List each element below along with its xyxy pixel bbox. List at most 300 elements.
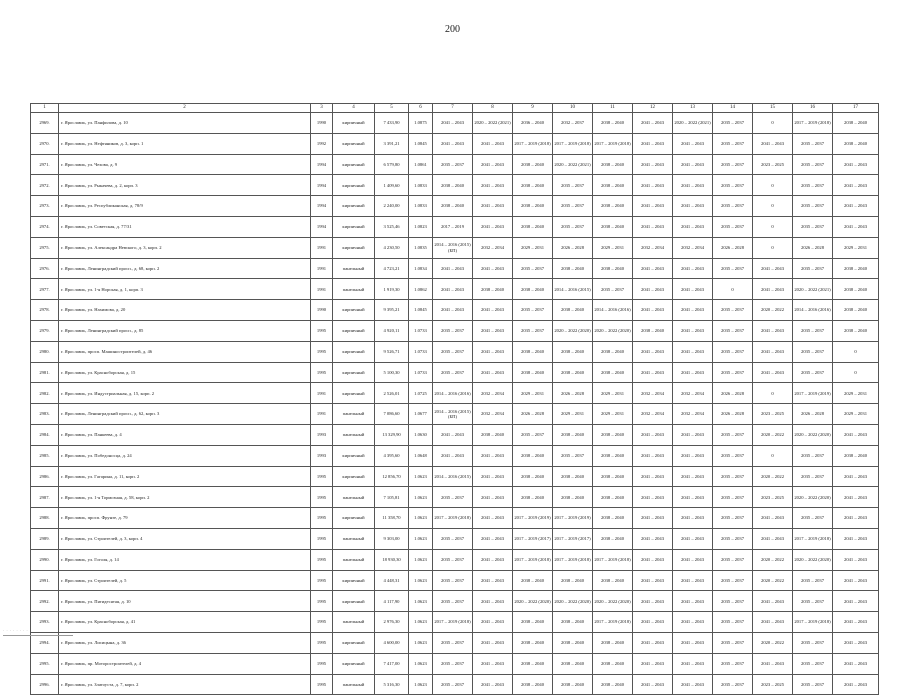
table-cell: 2026 – 2028 bbox=[553, 383, 593, 404]
table-cell: 2041 – 2043 bbox=[473, 528, 513, 549]
table-cell: 1991 bbox=[311, 279, 333, 300]
table-cell: 1995 bbox=[311, 549, 333, 570]
table-cell: 2038 – 2040 bbox=[553, 341, 593, 362]
table-cell: 2041 – 2043 bbox=[673, 528, 713, 549]
table-cell: 2029 – 2031 bbox=[513, 383, 553, 404]
table-cell: кирпичный bbox=[333, 196, 375, 217]
table-cell: 2038 – 2040 bbox=[553, 653, 593, 674]
table-cell: 5 316,30 bbox=[375, 674, 409, 695]
table-cell: 2035 – 2037 bbox=[713, 154, 753, 175]
table-cell: 2035 – 2037 bbox=[553, 175, 593, 196]
page-number: 200 bbox=[445, 24, 460, 35]
table-cell: 2038 – 2040 bbox=[833, 113, 879, 134]
table-cell: 2035 – 2037 bbox=[593, 279, 633, 300]
table-cell: 2984. bbox=[31, 424, 59, 445]
column-header: 7 bbox=[433, 104, 473, 113]
table-cell: 2035 – 2037 bbox=[713, 549, 753, 570]
table-cell: 2038 – 2040 bbox=[553, 466, 593, 487]
table-cell: г. Ярославль, пр. Моторостроителей, д. 4 bbox=[59, 653, 311, 674]
table-cell: 1994 bbox=[311, 196, 333, 217]
table-cell: 1995 bbox=[311, 528, 333, 549]
table-cell: 2038 – 2040 bbox=[833, 445, 879, 466]
table-cell: 1.0630 bbox=[409, 424, 433, 445]
table-cell: 2038 – 2040 bbox=[593, 632, 633, 653]
table-cell: 2035 – 2037 bbox=[433, 570, 473, 591]
table-cell: 2975. bbox=[31, 237, 59, 258]
table-cell: г. Ярославль, Ленинградский просп., д. 85 bbox=[59, 320, 311, 341]
table-cell: 2976. bbox=[31, 258, 59, 279]
table-cell: 2017 – 2019 (2018) bbox=[793, 528, 833, 549]
table-cell: 2035 – 2037 bbox=[433, 341, 473, 362]
column-header: 9 bbox=[513, 104, 553, 113]
table-cell: 2017 – 2019 (2018) bbox=[513, 549, 553, 570]
table-cell: г. Ярославль, ул. Панкеева, д. 4 bbox=[59, 424, 311, 445]
column-header: 11 bbox=[593, 104, 633, 113]
table-cell: 2035 – 2037 bbox=[793, 674, 833, 695]
table-cell: 1.0623 bbox=[409, 591, 433, 612]
table-cell: 1991 bbox=[311, 404, 333, 425]
table-cell: 2986. bbox=[31, 466, 59, 487]
table-cell: 2026 – 2028 bbox=[793, 237, 833, 258]
table-cell: кирпичный bbox=[333, 133, 375, 154]
table-cell: 2020 – 2022 bbox=[753, 549, 793, 570]
table-cell: 2041 – 2043 bbox=[633, 424, 673, 445]
table-cell: 2994. bbox=[31, 632, 59, 653]
table-cell: 2041 – 2043 bbox=[473, 508, 513, 529]
table-cell: 12 856,70 bbox=[375, 466, 409, 487]
table-cell: г. Ярославль, ул. Строителей, д. 5 bbox=[59, 570, 311, 591]
table-cell: 2041 – 2043 bbox=[833, 487, 879, 508]
table-cell: 2969. bbox=[31, 113, 59, 134]
table-cell: панельный bbox=[333, 424, 375, 445]
table-cell: 2035 – 2037 bbox=[513, 258, 553, 279]
table-cell: 2041 – 2043 bbox=[473, 320, 513, 341]
table-cell: 1992 bbox=[311, 133, 333, 154]
table-cell: 2041 – 2043 bbox=[433, 133, 473, 154]
table-cell: 2038 – 2040 bbox=[593, 445, 633, 466]
table-header-row bbox=[31, 104, 879, 113]
table-cell: 2041 – 2043 bbox=[473, 632, 513, 653]
table-cell: 2041 – 2043 bbox=[833, 154, 879, 175]
table-cell: панельный bbox=[333, 404, 375, 425]
table-cell: 4 395,60 bbox=[375, 445, 409, 466]
repair-schedule-table bbox=[30, 103, 879, 695]
table-cell: 2041 – 2043 bbox=[633, 175, 673, 196]
table-cell: 1.0875 bbox=[409, 113, 433, 134]
table-cell: 2038 – 2040 bbox=[553, 362, 593, 383]
table-cell: кирпичный bbox=[333, 508, 375, 529]
table-cell: 2041 – 2043 bbox=[753, 320, 793, 341]
table-cell: 2041 – 2043 bbox=[473, 154, 513, 175]
table-cell: 2038 – 2040 bbox=[633, 320, 673, 341]
table-cell: 2041 – 2043 bbox=[633, 674, 673, 695]
table-row bbox=[31, 279, 879, 300]
table-cell: 2041 – 2043 bbox=[673, 570, 713, 591]
table-cell: 4 448,31 bbox=[375, 570, 409, 591]
table-cell: 1.0845 bbox=[409, 300, 433, 321]
table-cell: 1.0623 bbox=[409, 508, 433, 529]
table-cell: 2038 – 2040 bbox=[513, 175, 553, 196]
table-cell: 2035 – 2037 bbox=[553, 445, 593, 466]
table-cell: г. Ярославль, ул. Панфилова, д. 10 bbox=[59, 113, 311, 134]
table-cell: 2041 – 2043 bbox=[473, 341, 513, 362]
table-cell: 2035 – 2037 bbox=[793, 196, 833, 217]
table-cell: 0 bbox=[833, 362, 879, 383]
table-row bbox=[31, 528, 879, 549]
table-cell: 2041 – 2043 bbox=[673, 508, 713, 529]
table-cell: 2041 – 2043 bbox=[473, 653, 513, 674]
table-cell: 2038 – 2040 bbox=[553, 674, 593, 695]
table-cell: 2038 – 2040 bbox=[553, 612, 593, 633]
table-row bbox=[31, 258, 879, 279]
table-cell: 1995 bbox=[311, 674, 333, 695]
table-cell: 2041 – 2043 bbox=[753, 508, 793, 529]
table-cell: 2041 – 2043 bbox=[433, 258, 473, 279]
table-cell: панельный bbox=[333, 487, 375, 508]
table-cell: 1.0845 bbox=[409, 133, 433, 154]
table-cell: 2035 – 2037 bbox=[793, 154, 833, 175]
table-cell: 2026 – 2028 bbox=[553, 237, 593, 258]
column-header: 14 bbox=[713, 104, 753, 113]
table-cell: 1.0823 bbox=[409, 216, 433, 237]
table-cell: г. Ярославль, ул. Гагарина, д. 11, корп. 2 bbox=[59, 466, 311, 487]
table-cell: 1995 bbox=[311, 612, 333, 633]
table-cell: кирпичный bbox=[333, 466, 375, 487]
table-cell: 2038 – 2040 bbox=[593, 258, 633, 279]
table-row bbox=[31, 424, 879, 445]
column-header: 2 bbox=[59, 104, 311, 113]
table-cell: 2041 – 2043 bbox=[673, 612, 713, 633]
table-cell: 2038 – 2040 bbox=[553, 632, 593, 653]
table-cell: 1 409,60 bbox=[375, 175, 409, 196]
table-cell: 2032 – 2034 bbox=[633, 404, 673, 425]
table-cell: 2041 – 2043 bbox=[633, 508, 673, 529]
table-cell: 2041 – 2043 bbox=[673, 279, 713, 300]
table-cell: 2041 – 2043 bbox=[673, 632, 713, 653]
table-cell: 2041 – 2043 bbox=[473, 570, 513, 591]
table-row bbox=[31, 175, 879, 196]
table-cell: 2014 – 2016 (2016) bbox=[793, 300, 833, 321]
table-cell: 2041 – 2043 bbox=[673, 133, 713, 154]
table-cell: 2971. bbox=[31, 154, 59, 175]
table-cell: 2035 – 2037 bbox=[793, 570, 833, 591]
table-cell: 2041 – 2043 bbox=[473, 612, 513, 633]
table-cell: 2041 – 2043 bbox=[633, 487, 673, 508]
table-cell: 2020 – 2022 bbox=[753, 570, 793, 591]
table-cell: 9 303,00 bbox=[375, 528, 409, 549]
table-cell: 2041 – 2043 bbox=[833, 632, 879, 653]
table-cell: 2035 – 2037 bbox=[713, 528, 753, 549]
table-cell: 2029 – 2031 bbox=[593, 237, 633, 258]
table-cell: 2020 – 2022 bbox=[753, 300, 793, 321]
table-cell: 2993. bbox=[31, 612, 59, 633]
table-cell: 2041 – 2043 bbox=[633, 362, 673, 383]
table-cell: 2041 – 2043 bbox=[633, 570, 673, 591]
table-cell: г. Ярославль, просп. Фрунзе, д. 79 bbox=[59, 508, 311, 529]
table-cell: панельный bbox=[333, 549, 375, 570]
table-cell: 2035 – 2037 bbox=[433, 549, 473, 570]
table-cell: 2038 – 2040 bbox=[593, 113, 633, 134]
table-cell: 2029 – 2031 bbox=[553, 404, 593, 425]
table-cell: 2041 – 2043 bbox=[473, 487, 513, 508]
table-cell: 2038 – 2040 bbox=[593, 196, 633, 217]
table-cell: 2035 – 2037 bbox=[793, 258, 833, 279]
table-cell: 2041 – 2043 bbox=[673, 300, 713, 321]
table-cell: 1 919,30 bbox=[375, 279, 409, 300]
table-cell: 2041 – 2043 bbox=[473, 362, 513, 383]
table-cell: 2041 – 2043 bbox=[673, 445, 713, 466]
table-cell: 2017 – 2019 (2018) bbox=[593, 549, 633, 570]
table-cell: 2023 – 2025 bbox=[753, 674, 793, 695]
table-cell: кирпичный bbox=[333, 362, 375, 383]
table-row bbox=[31, 300, 879, 321]
table-cell: 2029 – 2031 bbox=[513, 237, 553, 258]
table-cell: 2041 – 2043 bbox=[433, 445, 473, 466]
table-cell: 2026 – 2028 bbox=[513, 404, 553, 425]
table-cell: 2020 – 2022 bbox=[753, 424, 793, 445]
table-cell: 2990. bbox=[31, 549, 59, 570]
table-cell: 2029 – 2031 bbox=[833, 404, 879, 425]
table-cell: 2035 – 2037 bbox=[553, 216, 593, 237]
table-cell: 1990 bbox=[311, 300, 333, 321]
table-cell: 1994 bbox=[311, 216, 333, 237]
table-cell: 2041 – 2043 bbox=[753, 591, 793, 612]
table-cell: 2020 – 2022 (2021) bbox=[553, 154, 593, 175]
table-cell: 2017 – 2019 (2018) bbox=[793, 612, 833, 633]
table-cell: 2989. bbox=[31, 528, 59, 549]
table-cell: 2017 – 2019 (2018) bbox=[793, 113, 833, 134]
table-cell: 2041 – 2043 bbox=[753, 341, 793, 362]
table-cell: 2974. bbox=[31, 216, 59, 237]
table-cell: 1.0861 bbox=[409, 154, 433, 175]
table-cell: 1993 bbox=[311, 424, 333, 445]
table-cell: 18 930,30 bbox=[375, 549, 409, 570]
table-cell: 2987. bbox=[31, 487, 59, 508]
table-cell: 2038 – 2040 bbox=[593, 362, 633, 383]
table-cell: 2038 – 2040 bbox=[513, 570, 553, 591]
table-cell: 2035 – 2037 bbox=[433, 320, 473, 341]
table-cell: 2982. bbox=[31, 383, 59, 404]
table-cell: 2014 – 2016 (2015) (БП) bbox=[433, 237, 473, 258]
column-header: 8 bbox=[473, 104, 513, 113]
table-cell: 2038 – 2040 bbox=[513, 632, 553, 653]
table-cell: 2020 – 2022 (2021) bbox=[673, 113, 713, 134]
table-cell: 2029 – 2031 bbox=[833, 383, 879, 404]
table-cell: 2035 – 2037 bbox=[713, 612, 753, 633]
table-cell: 2041 – 2043 bbox=[633, 258, 673, 279]
table-row bbox=[31, 196, 879, 217]
table-cell: 3 525,46 bbox=[375, 216, 409, 237]
table-cell: 2041 – 2043 bbox=[753, 612, 793, 633]
table-row bbox=[31, 362, 879, 383]
table-cell: 2029 – 2031 bbox=[593, 404, 633, 425]
table-cell: 1995 bbox=[311, 487, 333, 508]
table-cell: 2038 – 2040 bbox=[513, 154, 553, 175]
table-cell: 13 329,90 bbox=[375, 424, 409, 445]
table-cell: 2035 – 2037 bbox=[793, 320, 833, 341]
table-cell: 2017 – 2019 (2019) bbox=[513, 508, 553, 529]
table-cell: 2017 – 2019 (2018) bbox=[553, 133, 593, 154]
table-cell: 2035 – 2037 bbox=[513, 424, 553, 445]
table-cell: 2996. bbox=[31, 674, 59, 695]
table-cell: 2041 – 2043 bbox=[833, 216, 879, 237]
table-cell: 2035 – 2037 bbox=[713, 341, 753, 362]
table-cell: 2035 – 2037 bbox=[713, 591, 753, 612]
table-cell: 2041 – 2043 bbox=[753, 279, 793, 300]
table-cell: 1995 bbox=[311, 632, 333, 653]
column-header: 12 bbox=[633, 104, 673, 113]
table-cell: 0 bbox=[753, 175, 793, 196]
table-cell: кирпичный bbox=[333, 445, 375, 466]
table-cell: г. Ярославль, ул. Красноборская, д. 15 bbox=[59, 362, 311, 383]
table-cell: 2035 – 2037 bbox=[793, 508, 833, 529]
table-cell: 2041 – 2043 bbox=[833, 612, 879, 633]
table-cell: 2041 – 2043 bbox=[633, 300, 673, 321]
table-cell: 2017 – 2019 (2018) bbox=[433, 508, 473, 529]
table-cell: 2035 – 2037 bbox=[713, 445, 753, 466]
table-cell: 2981. bbox=[31, 362, 59, 383]
table-cell: г. Ярославль, ул. Лисицына, д. 36 bbox=[59, 632, 311, 653]
table-cell: 2017 – 2019 (2018) bbox=[433, 612, 473, 633]
table-cell: 2035 – 2037 bbox=[713, 674, 753, 695]
table-cell: 1.0623 bbox=[409, 674, 433, 695]
table-cell: 2038 – 2040 bbox=[513, 341, 553, 362]
table-cell: 2977. bbox=[31, 279, 59, 300]
table-cell: 2020 – 2022 (2020) bbox=[593, 591, 633, 612]
table-cell: г. Ярославль, ул. Александра Невского, д. 3, корп. 2 bbox=[59, 237, 311, 258]
column-header: 15 bbox=[753, 104, 793, 113]
table-cell: 2978. bbox=[31, 300, 59, 321]
table-cell: 2041 – 2043 bbox=[433, 113, 473, 134]
table-cell: 2017 – 2019 (2018) bbox=[593, 133, 633, 154]
table-cell: 1.0862 bbox=[409, 279, 433, 300]
table-cell: 2041 – 2043 bbox=[833, 591, 879, 612]
table-cell: 2038 – 2040 bbox=[833, 300, 879, 321]
table-cell: 2038 – 2040 bbox=[593, 570, 633, 591]
table-row bbox=[31, 570, 879, 591]
table-cell: 2041 – 2043 bbox=[633, 445, 673, 466]
table-cell: 7 105,81 bbox=[375, 487, 409, 508]
table-cell: 2035 – 2037 bbox=[513, 320, 553, 341]
table-cell: г. Ярославль, ул. 1-я Тормозная, д. 58, корп. 2 bbox=[59, 487, 311, 508]
table-cell: 2038 – 2040 bbox=[513, 466, 553, 487]
table-cell: 0 bbox=[753, 383, 793, 404]
table-cell: 1990 bbox=[311, 113, 333, 134]
table-cell: 2035 – 2037 bbox=[793, 632, 833, 653]
table-cell: г. Ярославль, Ленинградский просп., д. 68, корп. 2 bbox=[59, 258, 311, 279]
table-cell: 2032 – 2034 bbox=[673, 237, 713, 258]
table-cell: 1.0725 bbox=[409, 383, 433, 404]
table-row bbox=[31, 674, 879, 695]
table-cell: 7 433,90 bbox=[375, 113, 409, 134]
table-cell: 2020 – 2022 bbox=[753, 466, 793, 487]
table-row bbox=[31, 591, 879, 612]
table-row bbox=[31, 445, 879, 466]
table-cell: 2023 – 2025 bbox=[753, 404, 793, 425]
column-header: 10 bbox=[553, 104, 593, 113]
table-row bbox=[31, 612, 879, 633]
table-cell: 1.0677 bbox=[409, 404, 433, 425]
table-cell: 2038 – 2040 bbox=[553, 300, 593, 321]
table-cell: 2038 – 2040 bbox=[513, 653, 553, 674]
table-cell: 2035 – 2037 bbox=[713, 196, 753, 217]
table-cell: 2041 – 2043 bbox=[473, 196, 513, 217]
table-cell: 2972. bbox=[31, 175, 59, 196]
table-row bbox=[31, 133, 879, 154]
table-cell: 2041 – 2043 bbox=[673, 362, 713, 383]
table-cell: 2032 – 2034 bbox=[473, 237, 513, 258]
table-cell: 2041 – 2043 bbox=[833, 570, 879, 591]
table-cell: 2020 – 2022 (2021) bbox=[473, 113, 513, 134]
table-cell: 2017 – 2019 (2018) bbox=[553, 549, 593, 570]
table-cell: 2041 – 2043 bbox=[473, 549, 513, 570]
table-cell: 2035 – 2037 bbox=[713, 258, 753, 279]
table-cell: 2038 – 2040 bbox=[513, 362, 553, 383]
table-cell: 2041 – 2043 bbox=[473, 674, 513, 695]
table-cell: 9 526,71 bbox=[375, 341, 409, 362]
table-cell: 2035 – 2037 bbox=[793, 133, 833, 154]
table-cell: 2041 – 2043 bbox=[673, 320, 713, 341]
table-cell: 4 723,21 bbox=[375, 258, 409, 279]
table-cell: 2020 – 2022 (2020) bbox=[513, 591, 553, 612]
table-cell: 2035 – 2037 bbox=[713, 113, 753, 134]
table-cell: 1994 bbox=[311, 175, 333, 196]
table-cell: 2032 – 2034 bbox=[673, 383, 713, 404]
footer-line bbox=[3, 635, 73, 636]
table-cell: 2017 – 2019 (2018) bbox=[593, 612, 633, 633]
table-cell: 1.0623 bbox=[409, 466, 433, 487]
table-cell: 2035 – 2037 bbox=[713, 216, 753, 237]
table-cell: 2041 – 2043 bbox=[833, 196, 879, 217]
table-cell: 2041 – 2043 bbox=[673, 196, 713, 217]
table-cell: 2041 – 2043 bbox=[473, 300, 513, 321]
table-cell: 2032 – 2034 bbox=[633, 237, 673, 258]
table-row bbox=[31, 113, 879, 134]
table-cell: панельный bbox=[333, 612, 375, 633]
table-cell: г. Ярославль, ул. Рыкачева, д. 2, корп. 3 bbox=[59, 175, 311, 196]
table-cell: 2038 – 2040 bbox=[593, 528, 633, 549]
table-cell: 2035 – 2037 bbox=[793, 341, 833, 362]
table-cell: 2035 – 2037 bbox=[433, 591, 473, 612]
table-cell: г. Ярославль, ул. 1-я Норская, д. 1, корп. 3 bbox=[59, 279, 311, 300]
table-cell: 2020 – 2022 (2020) bbox=[793, 424, 833, 445]
table-cell: 2041 – 2043 bbox=[433, 300, 473, 321]
table-cell: кирпичный bbox=[333, 154, 375, 175]
table-cell: 2035 – 2037 bbox=[793, 445, 833, 466]
table-cell: 2035 – 2037 bbox=[713, 300, 753, 321]
table-row bbox=[31, 653, 879, 674]
table-cell: кирпичный bbox=[333, 341, 375, 362]
table-cell: 2038 – 2040 bbox=[593, 216, 633, 237]
table-cell: г. Ярославль, ул. Индустриальная, д. 15, корп. 2 bbox=[59, 383, 311, 404]
table-cell: 2041 – 2043 bbox=[833, 674, 879, 695]
table-cell: 2026 – 2028 bbox=[713, 383, 753, 404]
table-cell: 2032 – 2037 bbox=[553, 113, 593, 134]
table-cell: 7 417,00 bbox=[375, 653, 409, 674]
column-header: 1 bbox=[31, 104, 59, 113]
column-header: 13 bbox=[673, 104, 713, 113]
table-cell: 2985. bbox=[31, 445, 59, 466]
table-cell: панельный bbox=[333, 674, 375, 695]
table-cell: 2038 – 2040 bbox=[593, 154, 633, 175]
column-header: 3 bbox=[311, 104, 333, 113]
table-cell: 2041 – 2043 bbox=[633, 653, 673, 674]
table-cell: кирпичный bbox=[333, 300, 375, 321]
table-cell: 2035 – 2037 bbox=[433, 674, 473, 695]
table-cell: кирпичный bbox=[333, 113, 375, 134]
table-cell: 5 100,30 bbox=[375, 362, 409, 383]
table-cell: г. Ярославль, ул. Пятидесятая, д. 10 bbox=[59, 591, 311, 612]
